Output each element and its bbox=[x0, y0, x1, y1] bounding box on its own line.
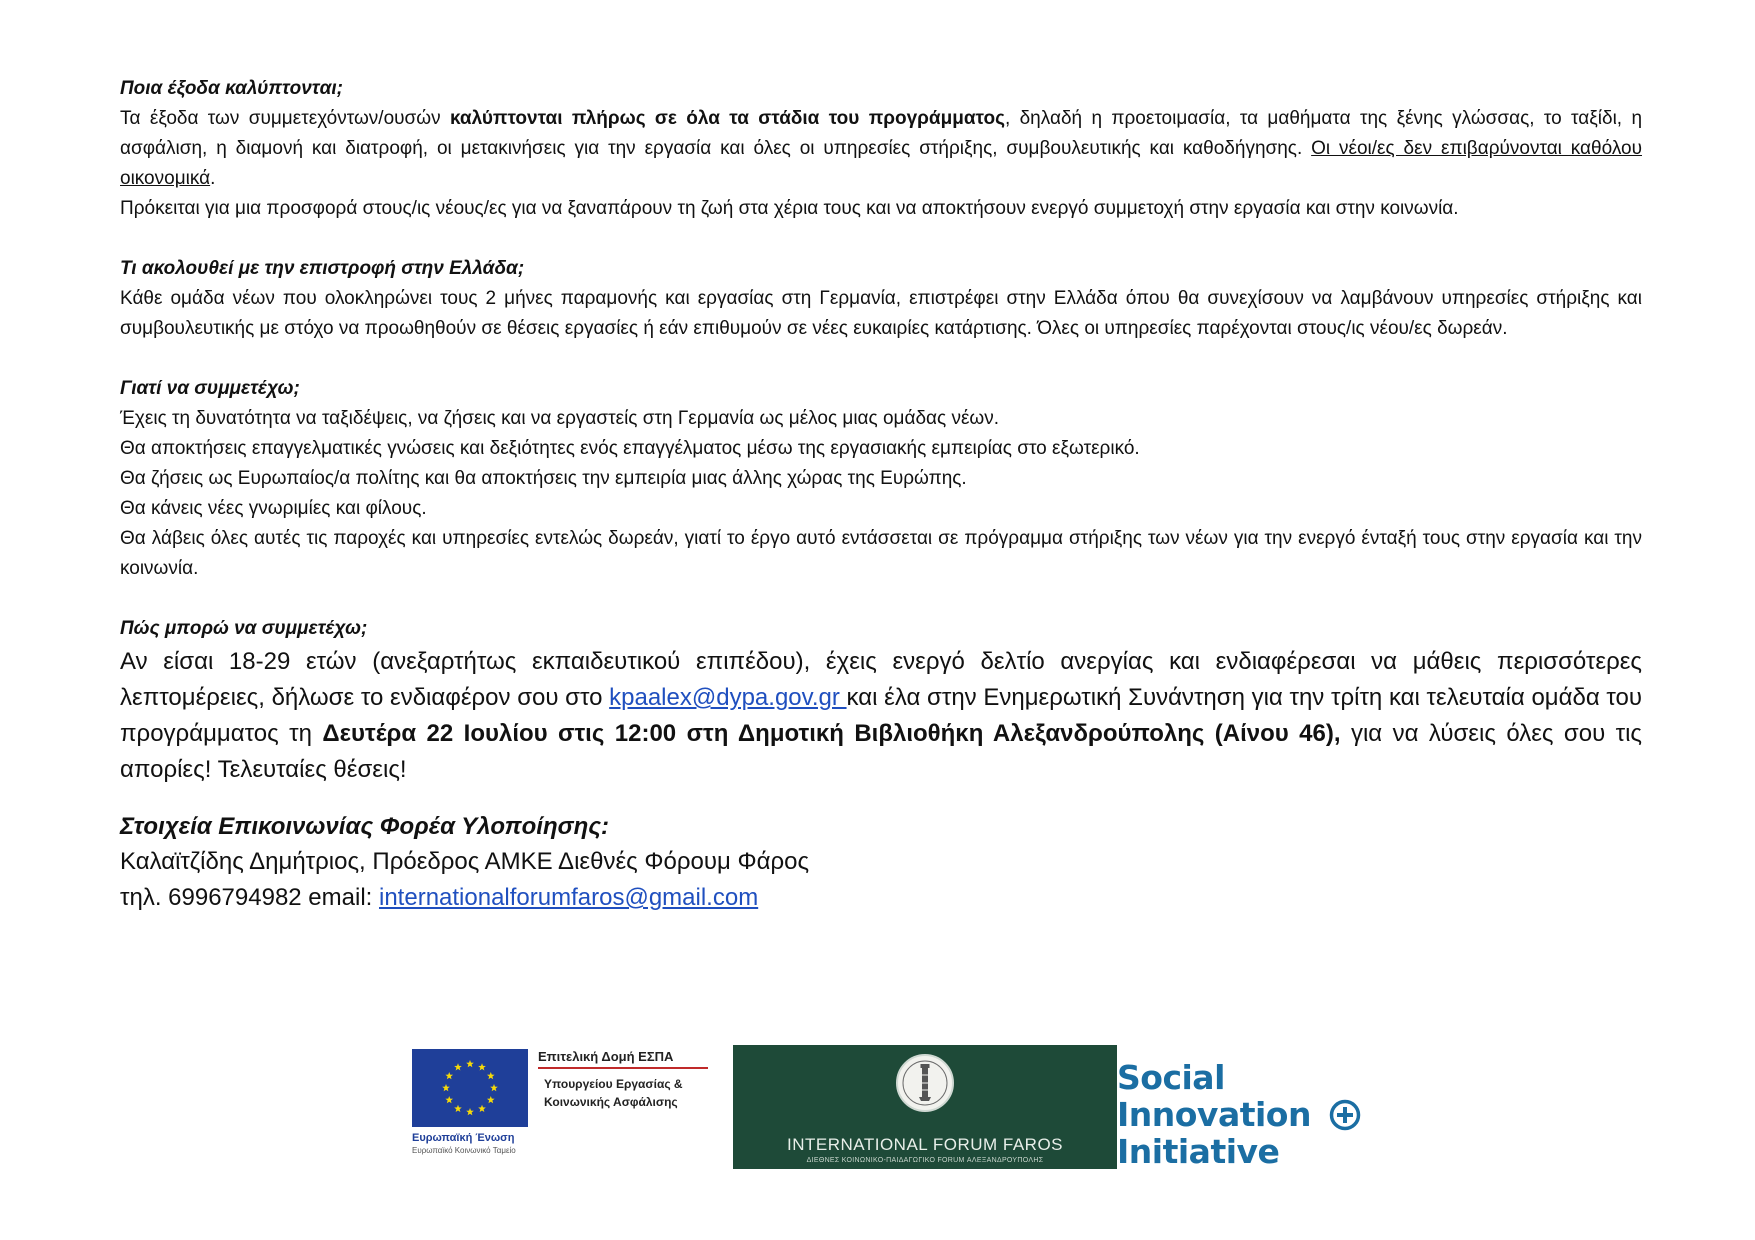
sii-line-3: Initiative bbox=[1117, 1132, 1280, 1171]
eu-star bbox=[490, 1084, 498, 1091]
sii-line-2: Innovation bbox=[1117, 1095, 1311, 1134]
contact-title: Στοιχεία Επικοινωνίας Φορέα Υλοποίησης: bbox=[120, 813, 609, 840]
contact-phone-email bbox=[120, 880, 1642, 916]
costs-text-end: . bbox=[210, 168, 216, 189]
eu-star bbox=[478, 1063, 486, 1070]
faros-name: INTERNATIONAL FORUM FAROS bbox=[786, 1135, 1064, 1154]
espa-caption-2: Ευρωπαϊκό Κοινωνικό Ταμείο bbox=[412, 1146, 516, 1155]
social-innovation-logo bbox=[1117, 1059, 1367, 1169]
contact-phone: τηλ. 6996794982 email: bbox=[120, 884, 379, 911]
costs-paragraph-1 bbox=[120, 104, 1642, 194]
section-return bbox=[120, 254, 1642, 344]
espa-sub2: Κοινωνικής Ασφάλισης bbox=[544, 1095, 678, 1109]
contact-name: Καλαϊτζίδης Δημήτριος, Πρόεδρος ΑΜΚΕ Διεθνές Φόρουμ Φάρος bbox=[120, 848, 810, 875]
eu-star bbox=[487, 1072, 495, 1079]
faros-subtitle: ΔΙΕΘΝΕΣ ΚΟΙΝΩΝΙΚΟ-ΠΑΙΔΑΓΩΓΙΚΟ FORUM ΑΛΕΞΑΝΔΡΟΥΠΟΛΗΣ bbox=[806, 1157, 1044, 1164]
eu-star bbox=[478, 1105, 486, 1112]
espa-logo bbox=[410, 1045, 710, 1155]
section-why bbox=[120, 374, 1642, 584]
costs-text-a: Τα έξοδα των συμμετεχόντων/ουσών bbox=[120, 108, 450, 129]
how-text-c: για να λύσεις όλες σου τις απορίες! Τελευταίες θέσεις! bbox=[120, 720, 1643, 783]
espa-sub1: Υπουργείου Εργασίας & bbox=[544, 1077, 683, 1091]
costs-text-underline: Οι νέοι/ες δεν επιβαρύνονται καθόλου οικονομικά bbox=[120, 138, 1642, 189]
eu-star bbox=[466, 1108, 474, 1115]
section-how bbox=[120, 614, 1642, 788]
how-heading: Πώς μπορώ να συμμετέχω; bbox=[120, 618, 368, 639]
eu-star bbox=[454, 1105, 462, 1112]
how-email-link[interactable]: kpaalex@dypa.gov.gr bbox=[609, 684, 847, 711]
how-paragraph bbox=[120, 644, 1642, 788]
eu-flag-icon bbox=[412, 1049, 528, 1127]
why-line-1: Έχεις τη δυνατότητα να ταξιδέψεις, να ζήσεις και να εργαστείς στη Γερμανία ως μέλος μιας ομάδας νέων. bbox=[120, 408, 1000, 429]
how-text-a: Αν είσαι 18-29 ετών (ανεξαρτήτως εκπαιδευτικού επιπέδου), έχεις ενεργό δελτίο ανεργίας και ενδιαφέρεσαι να μάθεις περισσότερες λεπτομέρειες, δήλωσε το ενδιαφέρον σου στο bbox=[120, 648, 1642, 711]
lighthouse-seal-icon bbox=[895, 1053, 955, 1113]
eu-star bbox=[442, 1084, 450, 1091]
costs-text-bold: καλύπτονται πλήρως σε όλα τα στάδια του προγράμματος bbox=[449, 108, 1005, 129]
espa-caption-1: Ευρωπαϊκή Ένωση bbox=[412, 1132, 515, 1144]
return-heading: Τι ακολουθεί με την επιστροφή στην Ελλάδα; bbox=[120, 258, 525, 279]
sii-line-1: Social bbox=[1117, 1058, 1225, 1097]
eu-star bbox=[454, 1063, 462, 1070]
eu-star bbox=[445, 1072, 453, 1079]
eu-star bbox=[445, 1096, 453, 1103]
how-text-b: και έλα στην Ενημερωτική Συνάντηση για την τρίτη και τελευταία ομάδα του προγράμματος τη bbox=[120, 684, 1643, 747]
section-costs bbox=[120, 74, 1642, 224]
why-line-4: Θα κάνεις νέες γνωριμίες και φίλους. bbox=[120, 498, 427, 519]
eu-star bbox=[466, 1060, 474, 1067]
costs-text-b: , δηλαδή η προετοιμασία, τα μαθήματα της ξένης γλώσσας, το ταξίδι, η ασφάλιση, η διαμονή και διατροφή, οι μετακινήσεις για την εργασία και όλες οι υπηρεσίες στήριξης, συμβουλευτικής και καθοδήγησης. bbox=[120, 108, 1643, 159]
costs-paragraph-2: Πρόκειται για μια προσφορά στους/ις νέους/ες για να ξαναπάρουν τη ζωή στα χέρια τους και να αποκτήσουν ενεργό συμμετοχή στην εργασία και στην κοινωνία. bbox=[120, 198, 1459, 219]
costs-heading: Ποια έξοδα καλύπτονται; bbox=[120, 78, 343, 99]
espa-title: Επιτελική Δομή ΕΣΠΑ bbox=[538, 1049, 674, 1064]
eu-star bbox=[487, 1096, 495, 1103]
return-paragraph: Κάθε ομάδα νέων που ολοκληρώνει τους 2 μήνες παραμονής και εργασίας στη Γερμανία, επιστρέφει στην Ελλάδα όπου θα συνεχίσουν να λαμβάνουν υπηρεσίες στήριξης και συμβουλευτικής με στόχο να προωθηθούν σε θέσεις εργασίες ή εάν επιθυμούν σε νέες ευκαιρίες κατάρτισης. Όλες οι υπηρεσίες παρέχονται στους/ις νέου/ες δωρεάν. bbox=[120, 288, 1642, 339]
espa-rule bbox=[538, 1067, 708, 1069]
why-line-3: Θα ζήσεις ως Ευρωπαίος/α πολίτης και θα αποκτήσεις την εμπειρία μιας άλλης χώρας της Ευρώπης. bbox=[120, 468, 967, 489]
plus-circle-icon bbox=[1329, 1099, 1361, 1131]
contact-email-link[interactable]: internationalforumfaros@gmail.com bbox=[379, 884, 759, 911]
why-line-5: Θα λάβεις όλες αυτές τις παροχές και υπηρεσίες εντελώς δωρεάν, γιατί το έργο αυτό εντάσσεται σε πρόγραμμα στήριξης των νέων για την ενεργό ένταξή τους στην εργασία και την κοινωνία. bbox=[120, 528, 1642, 579]
why-line-2: Θα αποκτήσεις επαγγελματικές γνώσεις και δεξιότητες ενός επαγγέλματος μέσω της εργασιακής εμπειρίας στο εξωτερικό. bbox=[120, 438, 1140, 459]
how-text-bold: Δευτέρα 22 Ιουλίου στις 12:00 στη Δημοτική Βιβλιοθήκη Αλεξανδρούπολης (Αίνου 46), bbox=[322, 720, 1341, 747]
faros-logo bbox=[733, 1045, 1117, 1169]
document-body bbox=[120, 74, 1642, 916]
section-contact bbox=[120, 810, 1642, 916]
why-heading: Γιατί να συμμετέχω; bbox=[120, 378, 300, 399]
logos-row bbox=[410, 1045, 1370, 1175]
